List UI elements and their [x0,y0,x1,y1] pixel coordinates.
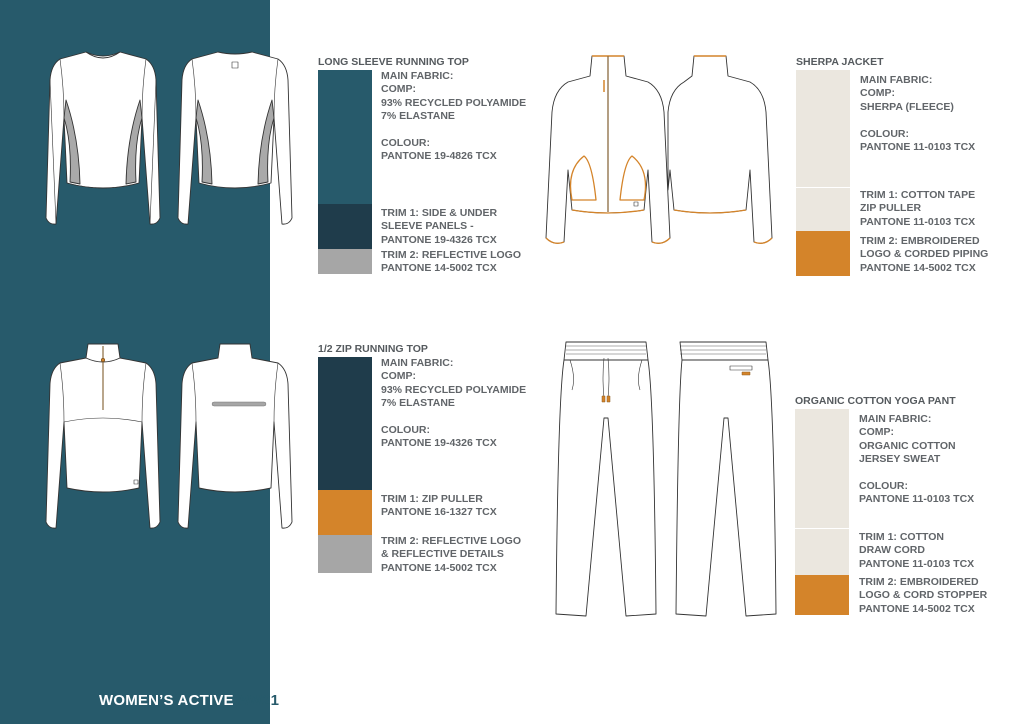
collection-title [99,692,279,709]
long-sleeve-main-swatch [318,70,372,204]
yoga-pant-trim2-swatch [795,575,849,615]
half-zip-main-fabric-text: MAIN FABRIC: COMP: 93% RECYCLED POLYAMIDE 7% ELASTANE COLOUR: PANTONE 19-4326 TCX [381,357,527,450]
half-zip-top-back-sketch [174,340,296,532]
long-sleeve-trim1-swatch [318,204,372,249]
sherpa-trim1-swatch [796,188,850,231]
sherpa-trim2-swatch [796,231,850,276]
yoga-pant-main-fabric-text: MAIN FABRIC: COMP: ORGANIC COTTON JERSEY SWEAT COLOUR: PANTONE 11-0103 TCX [859,413,975,506]
sherpa-main-fabric-text: MAIN FABRIC: COMP: SHERPA (FLEECE) COLOUR: PANTONE 11-0103 TCX [860,74,976,154]
collection-title-main: WOMEN’S ACTIVE [99,692,238,709]
sherpa-jacket-title: SHERPA JACKET [796,56,884,68]
long-sleeve-trim2-swatch [318,249,372,274]
long-sleeve-top-title: LONG SLEEVE RUNNING TOP [318,56,469,68]
long-sleeve-top-front-sketch [42,48,164,230]
half-zip-trim2-text: TRIM 2: REFLECTIVE LOGO & REFLECTIVE DETAILS PANTONE 14-5002 TCX [381,535,522,574]
sherpa-trim2-text: TRIM 2: EMBROIDERED LOGO & CORDED PIPING PANTONE 14-5002 TCX [860,235,989,274]
collection-title-season: AW21 [237,692,280,709]
half-zip-top-title: 1/2 ZIP RUNNING TOP [318,343,428,355]
yoga-pant-front-sketch [550,338,662,622]
long-sleeve-trim1-text: TRIM 1: SIDE & UNDER SLEEVE PANELS - PANTONE 19-4326 TCX [381,207,498,246]
sherpa-jacket-front-sketch [544,50,672,250]
yoga-pant-back-sketch [670,338,782,622]
half-zip-trim1-swatch [318,490,372,535]
half-zip-top-front-sketch [42,340,164,532]
yoga-pant-trim1-swatch [795,529,849,575]
yoga-pant-title: ORGANIC COTTON YOGA PANT [795,395,956,407]
sherpa-trim1-text: TRIM 1: COTTON TAPE ZIP PULLER PANTONE 11-0103 TCX [860,189,976,228]
half-zip-trim1-text: TRIM 1: ZIP PULLER PANTONE 16-1327 TCX [381,493,497,519]
half-zip-trim2-swatch [318,535,372,573]
yoga-pant-trim2-text: TRIM 2: EMBROIDERED LOGO & CORD STOPPER PANTONE 14-5002 TCX [859,576,988,615]
yoga-pant-trim1-text: TRIM 1: COTTON DRAW CORD PANTONE 11-0103 TCX [859,531,975,570]
long-sleeve-top-back-sketch [174,48,296,230]
long-sleeve-trim2-text: TRIM 2: REFLECTIVE LOGO PANTONE 14-5002 TCX [381,249,522,275]
yoga-pant-main-swatch [795,409,849,528]
long-sleeve-main-fabric-text: MAIN FABRIC: COMP: 93% RECYCLED POLYAMIDE 7% ELASTANE COLOUR: PANTONE 19-4826 TCX [381,70,527,163]
sherpa-main-swatch [796,70,850,187]
sherpa-jacket-back-sketch [660,50,788,250]
half-zip-main-swatch [318,357,372,490]
